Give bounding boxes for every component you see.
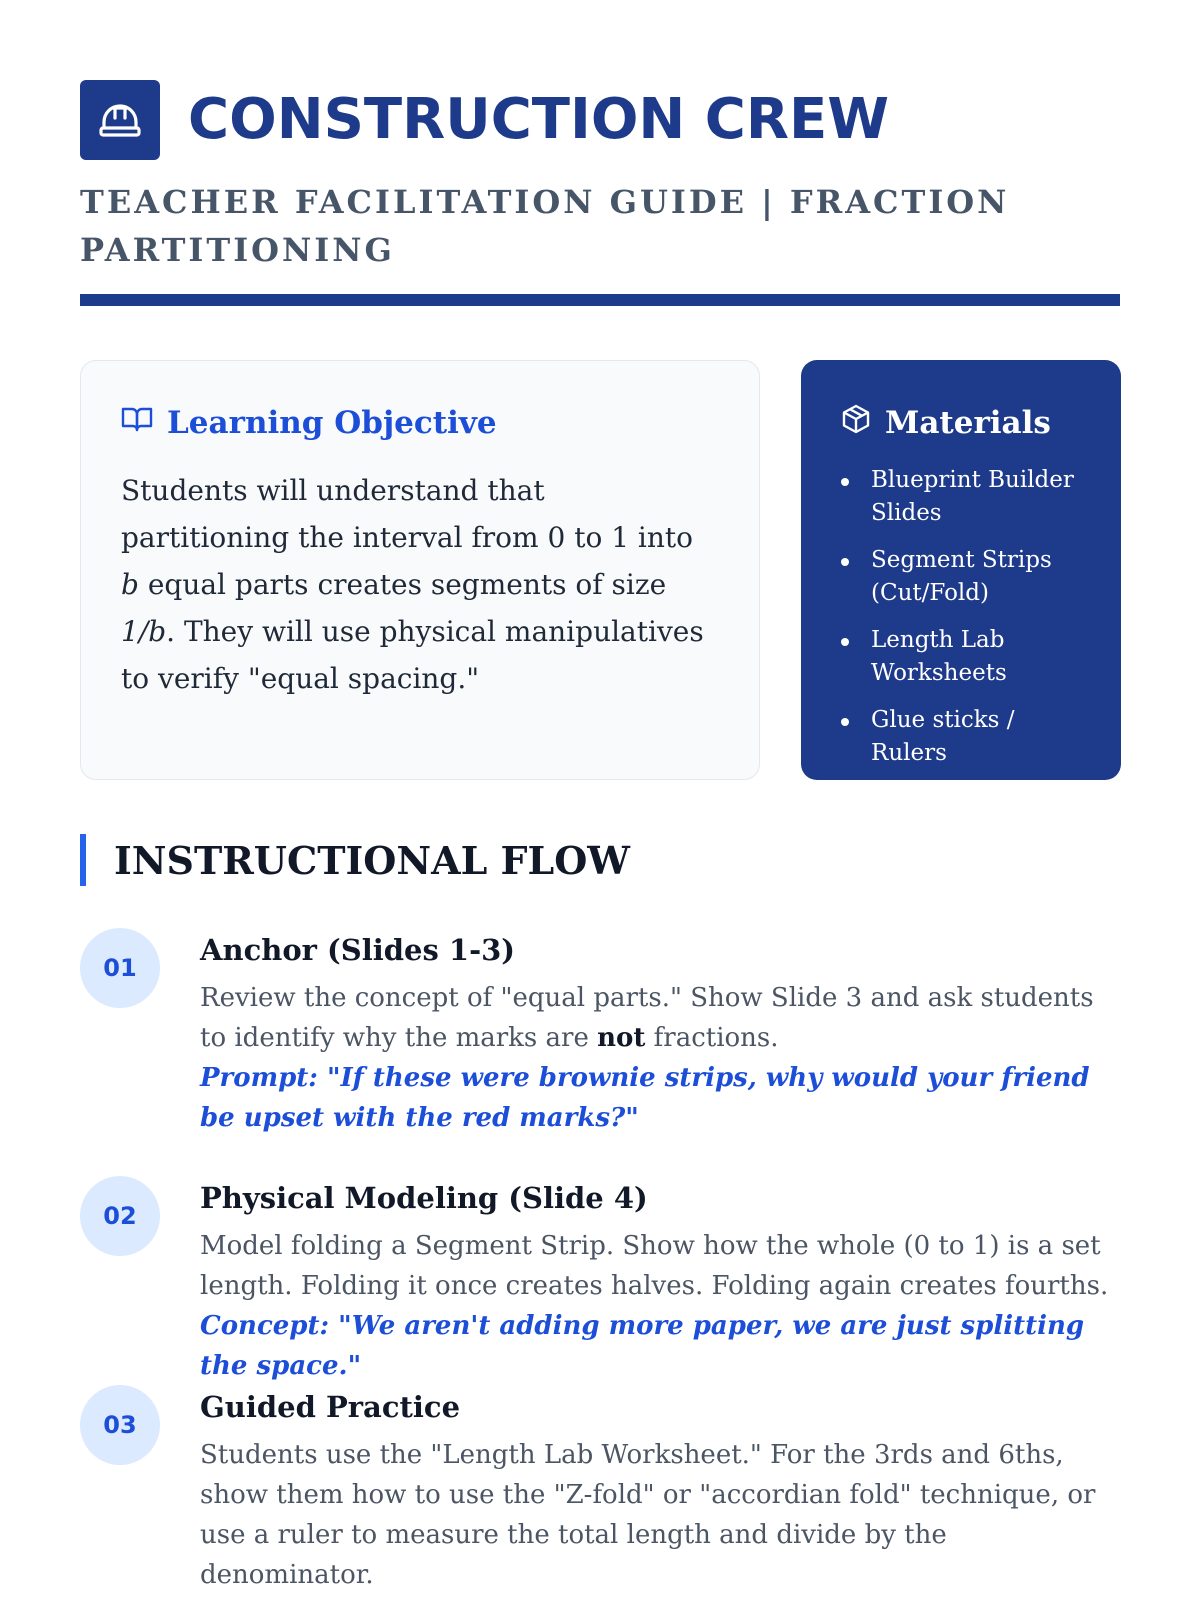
page-title: CONSTRUCTION CREW: [188, 87, 890, 152]
instructional-flow-heading: [80, 834, 630, 886]
step-number-badge: 03: [80, 1385, 160, 1465]
materials-card: [801, 360, 1121, 780]
learning-objective-card: [80, 360, 760, 780]
header-divider: [80, 294, 1120, 306]
step-title: Anchor (Slides 1-3): [200, 933, 516, 967]
materials-heading-label: Materials: [885, 405, 1051, 441]
list-item: Glue sticks / Rulers: [841, 704, 1081, 770]
section-accent-bar: [80, 834, 86, 886]
box-icon: [841, 404, 885, 442]
step-description-part: fractions.: [645, 1023, 779, 1053]
variable-one-over-b: 1/b: [121, 615, 167, 648]
step-title: Physical Modeling (Slide 4): [200, 1181, 648, 1215]
title-row: [80, 80, 1120, 160]
materials-list: [841, 464, 1081, 770]
variable-b: b: [121, 568, 139, 601]
list-item: Segment Strips (Cut/Fold): [841, 544, 1081, 610]
step-description-part: Review the concept of "equal parts." Show Slide 3 and ask students to identify why the marks are: [200, 983, 1094, 1053]
step-body: [200, 1176, 1120, 1386]
step-number-badge: 01: [80, 928, 160, 1008]
objective-text-part: Students will understand that partitioning the interval from 0 to 1 into: [121, 474, 694, 554]
page-subtitle: TEACHER FACILITATION GUIDE | FRACTION PARTITIONING: [80, 183, 1010, 269]
book-icon: [121, 405, 167, 441]
list-item: Length Lab Worksheets: [841, 624, 1081, 690]
objective-heading: [121, 405, 719, 441]
objective-text-part: . They will use physical manipulatives to verify "equal spacing.": [121, 615, 704, 695]
step-prompt: Concept: "We aren't adding more paper, we are just splitting the space.": [200, 1311, 1085, 1381]
step-description: [200, 978, 1120, 1058]
hard-hat-icon: [80, 80, 160, 160]
objective-heading-label: Learning Objective: [167, 405, 497, 441]
step-description: Students use the "Length Lab Worksheet." For the 3rds and 6ths, show them how to use the "Z-fold" or "accordian fold" technique, or use a ruler to measure the total length and divide by the denominator.: [200, 1440, 1096, 1590]
header: [80, 80, 1120, 274]
step-body: [200, 1385, 1120, 1595]
list-item: Blueprint Builder Slides: [841, 464, 1081, 530]
step-number-badge: 02: [80, 1176, 160, 1256]
guide-page: [80, 0, 1120, 1600]
step-body: [200, 928, 1120, 1138]
objective-text: [121, 467, 719, 702]
step-description: Model folding a Segment Strip. Show how the whole (0 to 1) is a set length. Folding it once creates halves. Folding again creates fourths.: [200, 1231, 1109, 1301]
materials-heading: [841, 404, 1081, 442]
step-title: Guided Practice: [200, 1390, 461, 1424]
step-description-emphasis: not: [597, 1023, 646, 1053]
objective-text-part: equal parts creates segments of size: [138, 568, 667, 601]
section-title: INSTRUCTIONAL FLOW: [114, 837, 630, 883]
step-prompt: Prompt: "If these were brownie strips, why would your friend be upset with the red marks?": [200, 1063, 1090, 1133]
